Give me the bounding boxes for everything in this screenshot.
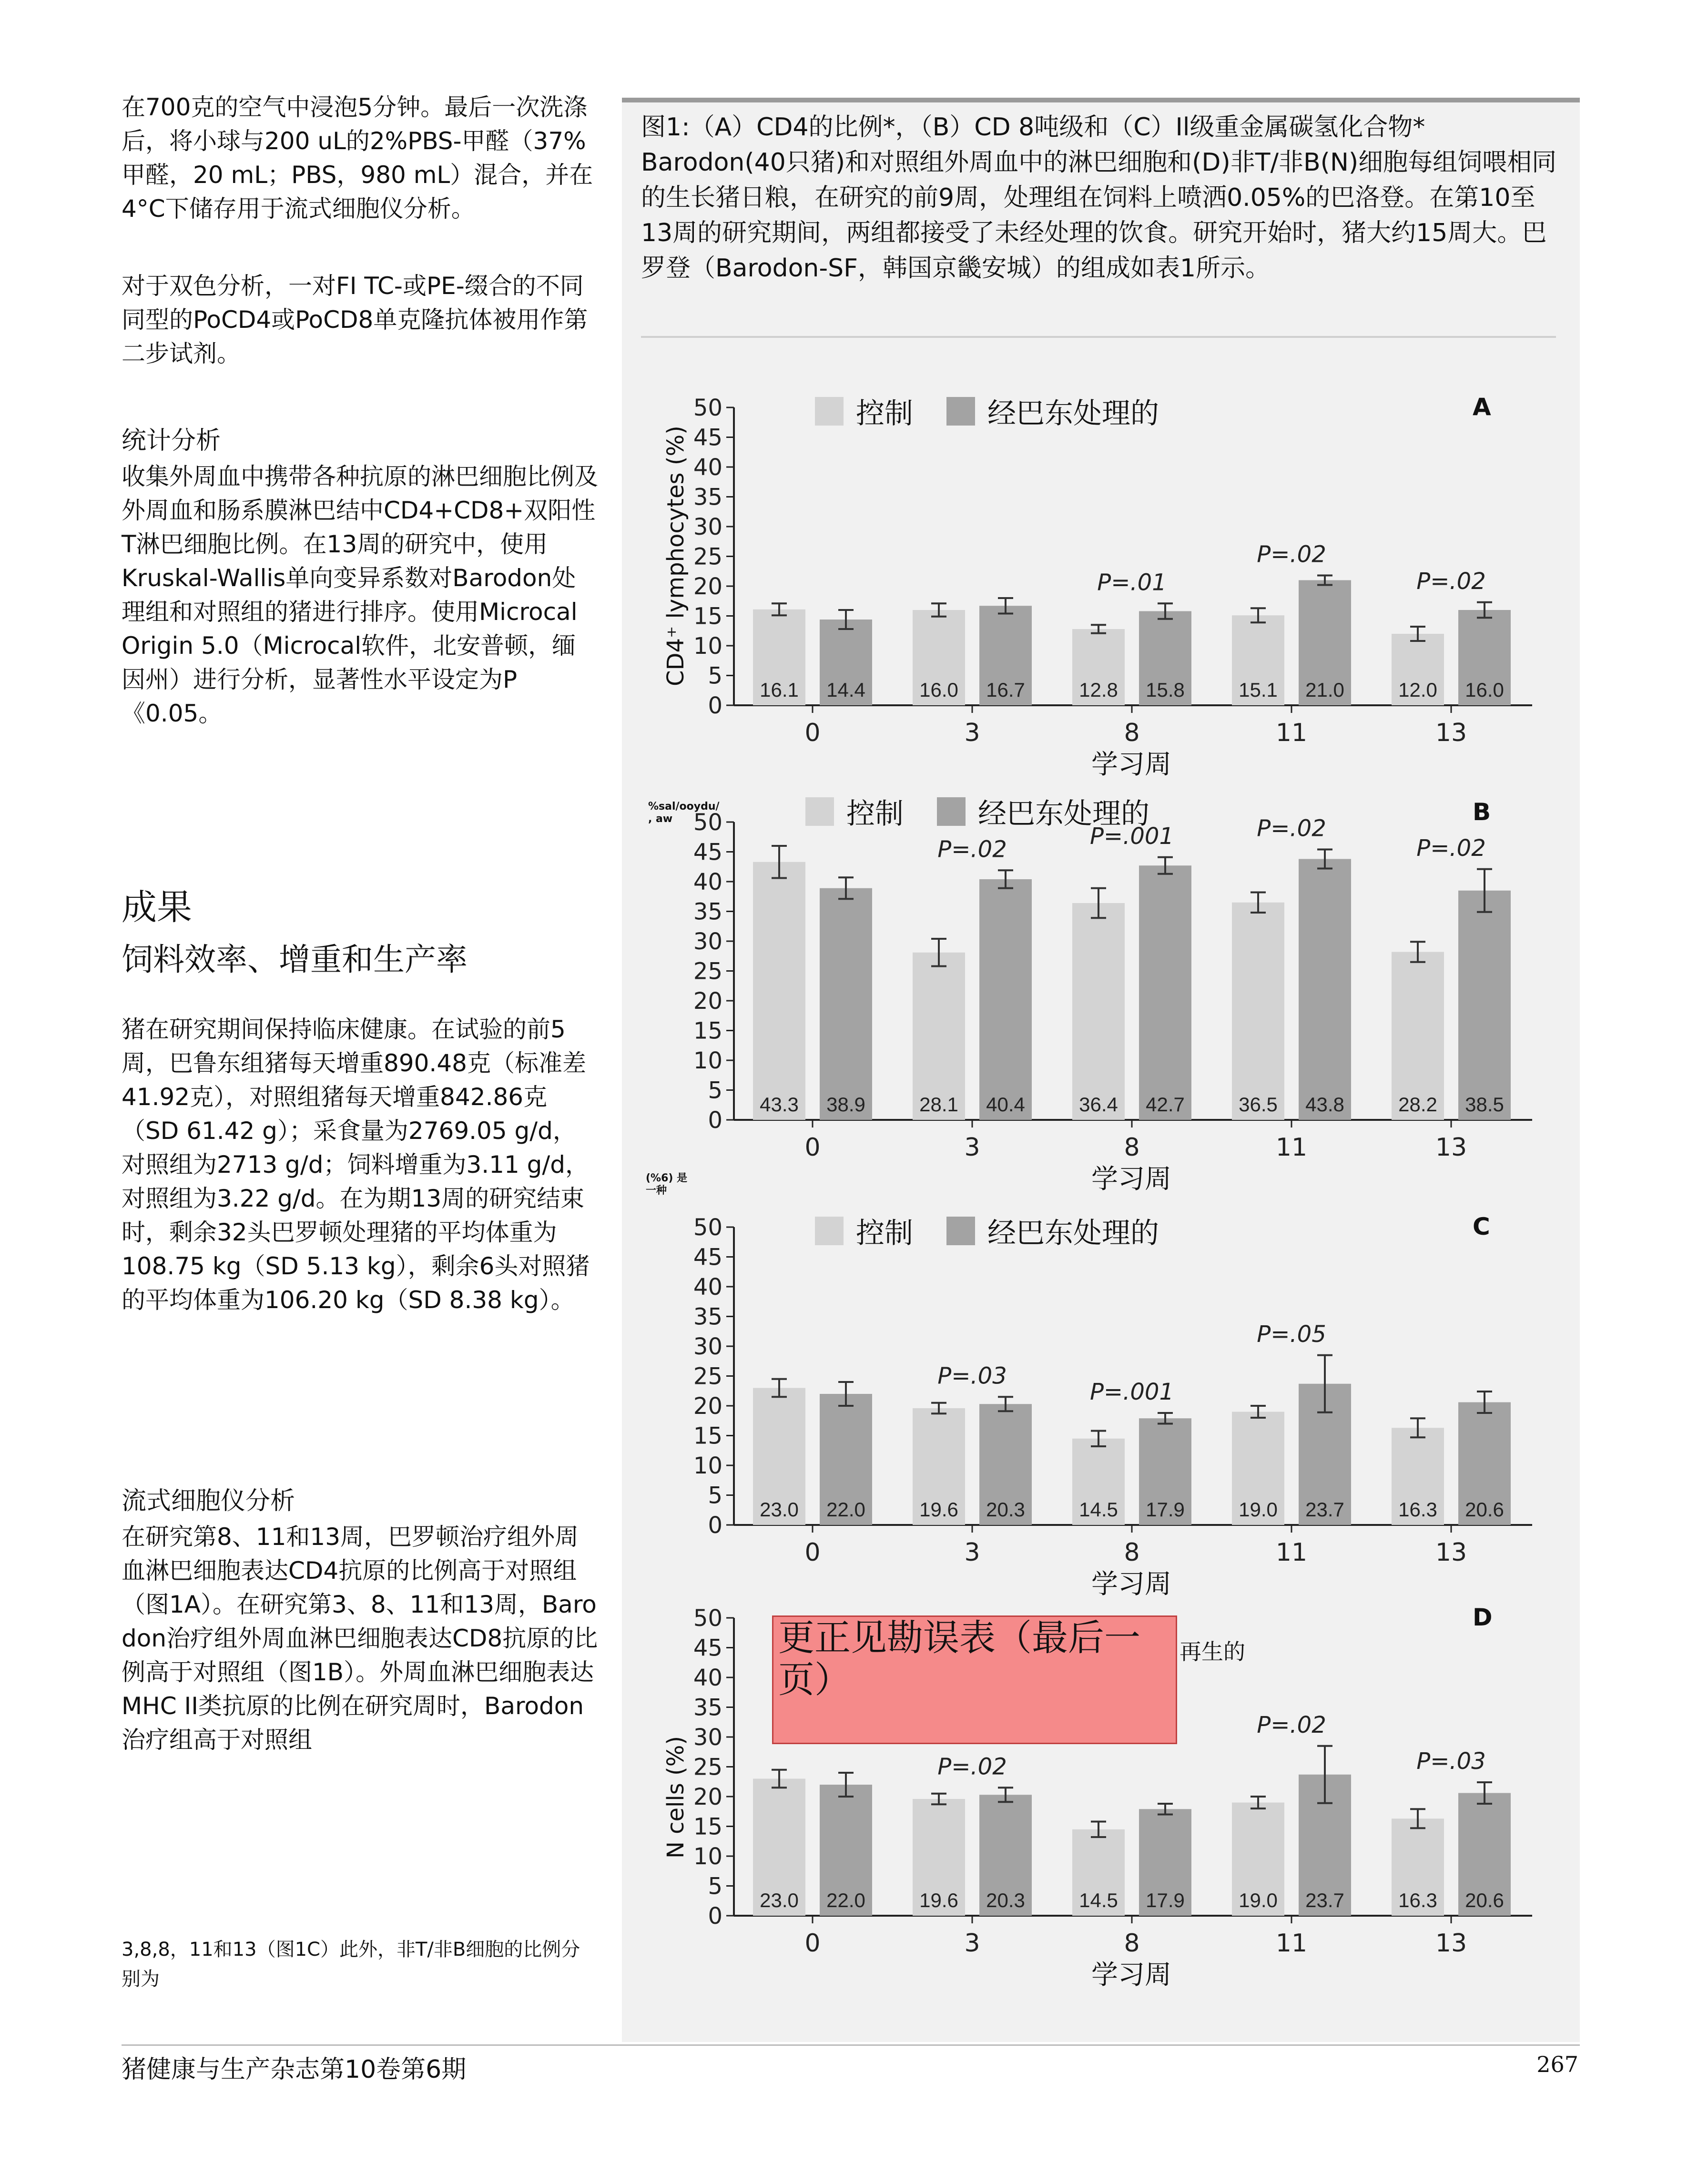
y-tick-label: 35 bbox=[693, 898, 722, 925]
y-tick-label: 25 bbox=[693, 1754, 722, 1781]
p-value-label: P=.02 bbox=[1257, 541, 1326, 568]
footnote: 3,8,8，11和13（图1C）此外，非T/非B细胞的比例分别为 bbox=[122, 1939, 580, 1990]
bar-value-label: 42.7 bbox=[1146, 1093, 1185, 1116]
x-tick-label: 3 bbox=[964, 719, 980, 747]
method-paragraph-1: 在700克的空气中浸泡5分钟。最后一次洗涤后，将小球与200 uL的2%PBS-甲醛（37%甲醛，20 mL；PBS，980 mL）混合，并在4°C下储存用于流式细胞仪分析。 bbox=[122, 93, 593, 223]
p-value-label: P=.001 bbox=[1089, 823, 1174, 850]
y-tick-label: 45 bbox=[693, 1635, 722, 1662]
bar-value-label: 19.0 bbox=[1239, 1498, 1278, 1521]
chart-panel-a bbox=[653, 381, 1558, 782]
bar-value-label: 40.4 bbox=[986, 1093, 1025, 1116]
journal-footer: 猪健康与生产杂志第10卷第6期 bbox=[122, 2055, 467, 2084]
panel-letter: D bbox=[1473, 1604, 1493, 1631]
legend-item bbox=[946, 391, 1159, 432]
legend-label: 经巴东处理的 bbox=[987, 397, 1159, 430]
x-tick-label: 13 bbox=[1435, 1538, 1467, 1567]
chart-legend bbox=[805, 791, 1183, 832]
x-axis-title: 学习周 bbox=[1091, 1569, 1171, 1600]
y-tick-label: 5 bbox=[708, 1077, 722, 1104]
y-tick-label: 25 bbox=[693, 543, 722, 570]
x-axis-title: 学习周 bbox=[1091, 749, 1171, 780]
bar-value-label: 28.2 bbox=[1398, 1093, 1437, 1116]
y-tick-label: 30 bbox=[693, 1724, 722, 1751]
legend-swatch bbox=[946, 397, 975, 426]
panel-letter: C bbox=[1473, 1213, 1490, 1240]
bar-value-label: 16.7 bbox=[986, 679, 1025, 701]
y-axis-label: (%6) 是一种 bbox=[646, 1172, 688, 1197]
y-tick-label: 15 bbox=[693, 603, 722, 630]
legend-swatch bbox=[815, 397, 844, 426]
legend-label: 经巴东处理的 bbox=[978, 797, 1149, 831]
bar bbox=[820, 888, 872, 1120]
y-tick-label: 30 bbox=[693, 1333, 722, 1360]
y-tick-label: 10 bbox=[693, 633, 722, 660]
y-tick-label: 0 bbox=[708, 1512, 722, 1539]
bar-value-label: 14.5 bbox=[1079, 1889, 1118, 1911]
bar-value-label: 12.0 bbox=[1398, 679, 1437, 701]
legend-item bbox=[815, 1210, 913, 1251]
chart-svg bbox=[653, 1201, 1558, 1601]
y-tick-label: 35 bbox=[693, 1694, 722, 1721]
x-tick-label: 8 bbox=[1124, 719, 1140, 747]
bar bbox=[1232, 903, 1284, 1120]
stats-heading: 统计分析 bbox=[122, 427, 221, 455]
legend-item bbox=[937, 791, 1149, 832]
bar bbox=[979, 879, 1032, 1120]
bar-value-label: 20.3 bbox=[986, 1889, 1025, 1911]
bar bbox=[1139, 865, 1191, 1120]
x-tick-label: 3 bbox=[964, 1929, 980, 1958]
results-paragraph: 猪在研究期间保持临床健康。在试验的前5周，巴鲁东组猪每天增重890.48克（标准差41.92克），对照组猪每天增重842.86克（SD 61.42 g）；采食量为2769.05 g/d，对照组为2713 g/d；饲料增重为3.11 g/d，对照组为3.22 g/d。在为期13周的研究结束时，剩余32头巴罗顿处理猪的平均体重为108.75 kg（SD 5.13 kg），剩余6头对照猪的平均体重为106.20 kg（SD 8.38 kg）。 bbox=[122, 1016, 590, 1314]
y-tick-label: 15 bbox=[693, 1017, 722, 1045]
bar-value-label: 14.5 bbox=[1079, 1498, 1118, 1521]
bar-value-label: 20.3 bbox=[986, 1498, 1025, 1521]
bar-value-label: 28.1 bbox=[919, 1093, 958, 1116]
x-tick-label: 0 bbox=[804, 1538, 821, 1567]
y-tick-label: 0 bbox=[708, 1107, 722, 1134]
bar-value-label: 23.7 bbox=[1305, 1498, 1344, 1521]
bar bbox=[753, 862, 805, 1120]
legend-swatch bbox=[937, 797, 966, 826]
bar-value-label: 16.3 bbox=[1398, 1889, 1437, 1911]
p-value-label: P=.001 bbox=[1089, 1379, 1174, 1405]
p-value-label: P=.02 bbox=[1416, 568, 1486, 595]
bar-value-label: 19.6 bbox=[919, 1889, 958, 1911]
p-value-label: P=.02 bbox=[937, 836, 1007, 863]
errata-tail-text: 再生的 bbox=[1180, 1639, 1245, 1665]
p-value-label: P=.02 bbox=[1257, 1711, 1326, 1738]
y-tick-label: 40 bbox=[693, 869, 722, 895]
flow-paragraph: 在研究第8、11和13周，巴罗顿治疗组外周血淋巴细胞表达CD4抗原的比例高于对照组（图1A）。在研究第3、8、11和13周，Baro don治疗组外周血淋巴细胞表达CD8抗原的比例高于对照组（图1B）。外周血淋巴细胞表达MHC II类抗原的比例在研究周时，Barodon治疗组高于对照组 bbox=[122, 1523, 598, 1754]
y-axis-label: CD4⁺ lymphocytes (%) bbox=[662, 426, 689, 686]
method-paragraph-2: 对于双色分析，一对FI TC-或PE-缀合的不同同型的PoCD4或PoCD8单克隆抗体被用作第二步试剂。 bbox=[122, 272, 588, 367]
legend-swatch bbox=[805, 797, 834, 826]
bar-value-label: 14.4 bbox=[826, 679, 865, 701]
y-tick-label: 25 bbox=[693, 1363, 722, 1390]
y-tick-label: 40 bbox=[693, 1274, 722, 1300]
x-tick-label: 11 bbox=[1275, 1538, 1308, 1567]
y-tick-label: 20 bbox=[693, 1393, 722, 1420]
bar-value-label: 12.8 bbox=[1079, 679, 1118, 701]
bar-value-label: 17.9 bbox=[1146, 1498, 1185, 1521]
x-tick-label: 13 bbox=[1435, 1929, 1467, 1958]
y-tick-label: 20 bbox=[693, 988, 722, 1015]
x-axis-title: 学习周 bbox=[1091, 1960, 1171, 1991]
bar-value-label: 16.1 bbox=[760, 679, 799, 701]
bar-value-label: 23.7 bbox=[1305, 1889, 1344, 1911]
bar-value-label: 19.6 bbox=[919, 1498, 958, 1521]
y-tick-label: 40 bbox=[693, 454, 722, 481]
y-tick-label: 50 bbox=[693, 395, 722, 421]
chart-legend bbox=[815, 391, 1192, 432]
y-tick-label: 15 bbox=[693, 1813, 722, 1840]
chart-legend bbox=[815, 1210, 1192, 1251]
bar-value-label: 21.0 bbox=[1305, 679, 1344, 701]
y-tick-label: 10 bbox=[693, 1047, 722, 1074]
legend-label: 控制 bbox=[856, 397, 913, 430]
x-tick-label: 11 bbox=[1275, 1929, 1308, 1958]
figure-caption-rule bbox=[641, 336, 1556, 338]
y-tick-label: 30 bbox=[693, 514, 722, 540]
y-tick-label: 35 bbox=[693, 1303, 722, 1331]
x-tick-label: 11 bbox=[1275, 1133, 1308, 1162]
y-tick-label: 5 bbox=[708, 662, 722, 690]
bar-value-label: 23.0 bbox=[760, 1498, 799, 1521]
bar bbox=[1299, 859, 1351, 1120]
chart-panel-c bbox=[646, 1172, 1558, 1601]
p-value-label: P=.02 bbox=[937, 1753, 1007, 1780]
y-tick-label: 45 bbox=[693, 1244, 722, 1271]
panel-letter: B bbox=[1473, 798, 1491, 826]
y-axis-label: %sal/ooydu/ , aw bbox=[648, 801, 720, 825]
x-tick-label: 3 bbox=[964, 1538, 980, 1567]
figure-top-bar bbox=[622, 98, 1580, 102]
x-tick-label: 8 bbox=[1124, 1929, 1140, 1958]
x-tick-label: 8 bbox=[1124, 1133, 1140, 1162]
results-subheading: 饲料效率、增重和生产率 bbox=[122, 941, 468, 978]
y-tick-label: 5 bbox=[708, 1482, 722, 1509]
bar-value-label: 43.8 bbox=[1305, 1093, 1344, 1116]
x-tick-label: 0 bbox=[804, 1929, 821, 1958]
y-axis-label: N cells (%) bbox=[662, 1736, 689, 1859]
p-value-label: P=.02 bbox=[1416, 834, 1486, 862]
bar-value-label: 15.1 bbox=[1239, 679, 1278, 701]
legend-item bbox=[946, 1210, 1159, 1251]
y-tick-label: 5 bbox=[708, 1873, 722, 1900]
legend-swatch bbox=[815, 1217, 844, 1245]
flow-heading: 流式细胞仪分析 bbox=[122, 1487, 295, 1515]
p-value-label: P=.03 bbox=[937, 1362, 1007, 1390]
y-tick-label: 0 bbox=[708, 1903, 722, 1930]
bar-value-label: 43.3 bbox=[760, 1093, 799, 1116]
bar-value-label: 19.0 bbox=[1239, 1889, 1278, 1911]
bar bbox=[1458, 891, 1511, 1120]
legend-swatch bbox=[946, 1217, 975, 1245]
y-tick-label: 10 bbox=[693, 1453, 722, 1479]
y-tick-label: 40 bbox=[693, 1665, 722, 1691]
y-tick-label: 50 bbox=[693, 1214, 722, 1241]
results-heading: 成果 bbox=[122, 887, 192, 928]
chart-svg bbox=[653, 381, 1558, 782]
bar-value-label: 36.4 bbox=[1079, 1093, 1118, 1116]
bar-value-label: 15.8 bbox=[1146, 679, 1185, 701]
bar-value-label: 16.3 bbox=[1398, 1498, 1437, 1521]
bar-value-label: 17.9 bbox=[1146, 1889, 1185, 1911]
y-tick-label: 50 bbox=[693, 809, 722, 836]
bar-value-label: 38.9 bbox=[826, 1093, 865, 1116]
x-tick-label: 13 bbox=[1435, 1133, 1467, 1162]
y-tick-label: 45 bbox=[693, 839, 722, 866]
p-value-label: P=.02 bbox=[1257, 815, 1326, 842]
y-tick-label: 35 bbox=[693, 484, 722, 511]
bar-value-label: 20.6 bbox=[1465, 1498, 1504, 1521]
bar-value-label: 22.0 bbox=[826, 1889, 865, 1911]
bar-value-label: 16.0 bbox=[919, 679, 958, 701]
x-tick-label: 11 bbox=[1275, 719, 1308, 747]
legend-label: 经巴东处理的 bbox=[987, 1217, 1159, 1250]
bar-value-label: 36.5 bbox=[1239, 1093, 1278, 1116]
bar-value-label: 38.5 bbox=[1465, 1093, 1504, 1116]
x-tick-label: 13 bbox=[1435, 719, 1467, 747]
x-tick-label: 0 bbox=[804, 719, 821, 747]
bar bbox=[1072, 903, 1125, 1120]
y-tick-label: 50 bbox=[693, 1605, 722, 1632]
x-tick-label: 8 bbox=[1124, 1538, 1140, 1567]
x-tick-label: 0 bbox=[804, 1133, 821, 1162]
y-tick-label: 25 bbox=[693, 958, 722, 985]
legend-item bbox=[805, 791, 904, 832]
y-tick-label: 45 bbox=[693, 424, 722, 451]
legend-label: 控制 bbox=[846, 797, 904, 831]
y-tick-label: 15 bbox=[693, 1422, 722, 1450]
bar-value-label: 16.0 bbox=[1465, 679, 1504, 701]
legend-item bbox=[815, 391, 913, 432]
y-tick-label: 30 bbox=[693, 928, 722, 955]
bar-value-label: 20.6 bbox=[1465, 1889, 1504, 1911]
x-axis-title: 学习周 bbox=[1091, 1164, 1171, 1195]
footer-rule bbox=[122, 2044, 1580, 2046]
y-tick-label: 0 bbox=[708, 692, 722, 719]
y-tick-label: 10 bbox=[693, 1843, 722, 1870]
chart-svg bbox=[653, 796, 1558, 1196]
panel-letter: A bbox=[1473, 393, 1491, 421]
stats-paragraph: 收集外周血中携带各种抗原的淋巴细胞比例及外周血和肠系膜淋巴结中CD4+CD8+双阳性T淋巴细胞比例。在13周的研究中，使用Kruskal-Wallis单向变异系数对Barodon处理组和对照组的猪进行排序。使用Microcal Origin 5.0（Microcal软件，北安普顿，缅因州）进行分析，显著性水平设定为P《0.05。 bbox=[122, 463, 598, 727]
page-number: 267 bbox=[1536, 2052, 1578, 2077]
bar-value-label: 23.0 bbox=[760, 1889, 799, 1911]
errata-notice: 更正见勘误表（最后一页） bbox=[772, 1615, 1177, 1744]
p-value-label: P=.05 bbox=[1257, 1321, 1326, 1348]
y-tick-label: 20 bbox=[693, 573, 722, 600]
figure-caption: 图1:（A）CD4的比例*，（B）CD 8吨级和（C）Il级重金属碳氢化合物* Barodon(40只猪)和对照组外周血中的淋巴细胞和(D)非T/非B(N)细胞每组饲喂相同的生长猪日粮，在研究的前9周，处理组在饲料上喷洒0.05%的巴洛登。在第10至13周的研究期间，两组都接受了未经处理的饮食。研究开始时，猪大约15周大。巴罗登（Barodon-SF，韩国京畿安城）的组成如表1所示。 bbox=[641, 113, 1557, 283]
p-value-label: P=.03 bbox=[1416, 1748, 1486, 1775]
p-value-label: P=.01 bbox=[1097, 569, 1167, 596]
y-tick-label: 20 bbox=[693, 1784, 722, 1810]
bar-value-label: 22.0 bbox=[826, 1498, 865, 1521]
x-tick-label: 3 bbox=[964, 1133, 980, 1162]
chart-panel-b bbox=[648, 796, 1558, 1196]
legend-label: 控制 bbox=[856, 1217, 913, 1250]
